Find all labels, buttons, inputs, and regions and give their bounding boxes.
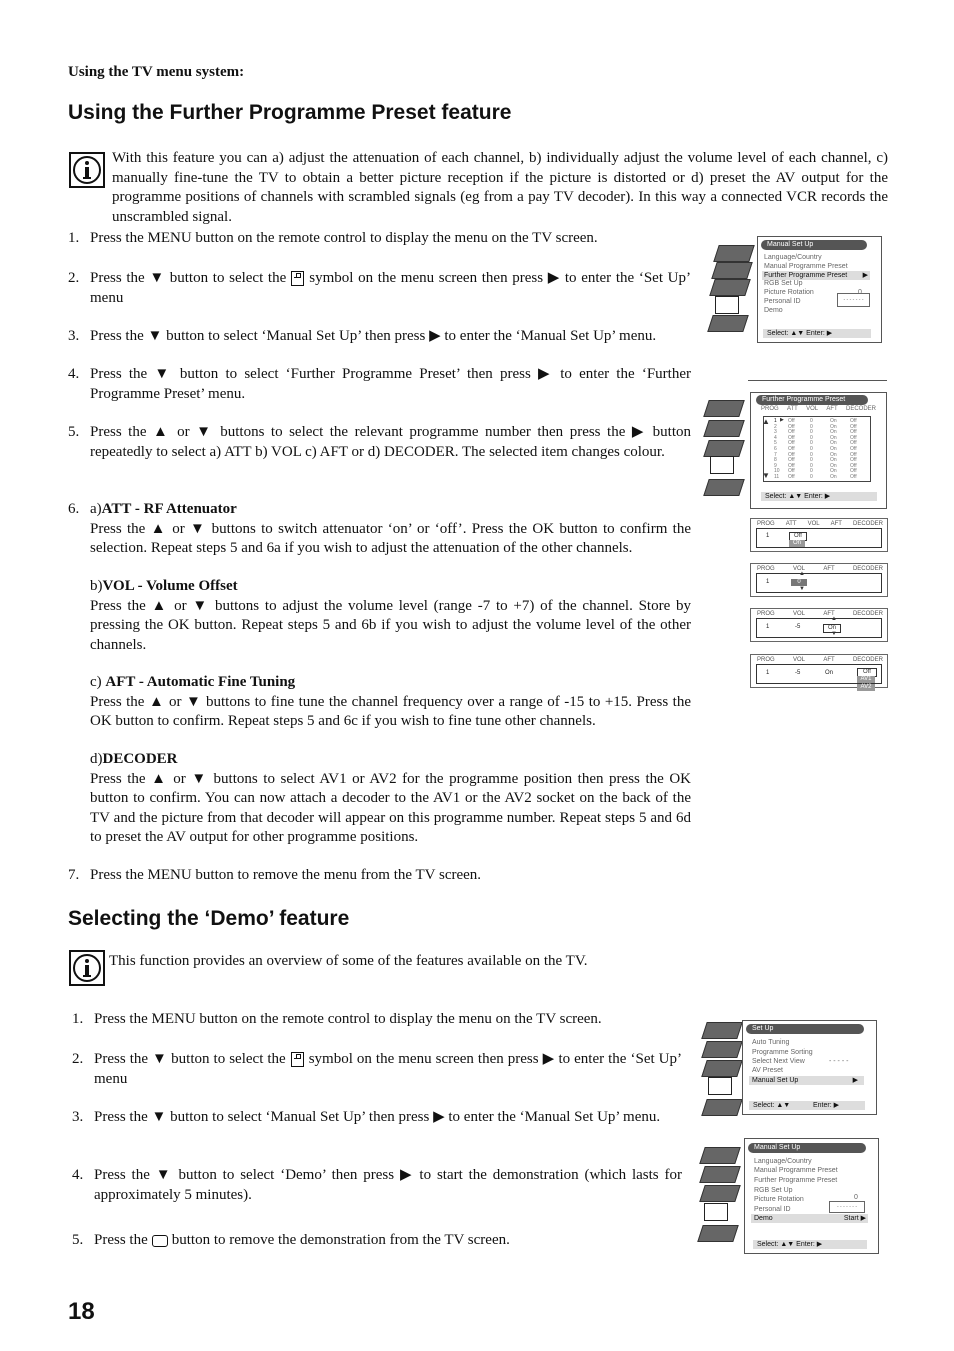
table-cell: 2 <box>774 423 777 430</box>
programme-table <box>763 416 871 482</box>
table-cell: On <box>830 423 837 430</box>
table-cell: 0 <box>810 474 813 480</box>
section-title-further-preset: Using the Further Programme Preset feature <box>68 101 512 124</box>
table-cell: Off <box>850 468 857 475</box>
mini-screen-att: PROG ATT VOL AFT DECODER 1 Off On <box>750 518 888 552</box>
table-cell: Off <box>788 434 795 441</box>
menu-item[interactable]: Language/Country <box>764 254 822 261</box>
table-cell: Off <box>788 423 795 430</box>
info-menu-icon <box>707 315 749 332</box>
decoder-option[interactable]: AV2 <box>857 684 875 691</box>
setup-menu-icon <box>710 456 734 474</box>
att-option-selected[interactable]: Off <box>789 532 807 541</box>
table-cell: Off <box>850 457 857 464</box>
setup-menu-icon <box>715 296 739 314</box>
table-cell: 0 <box>810 462 813 469</box>
setup-menu-icon <box>708 1077 732 1095</box>
table-cell: Off <box>850 418 857 424</box>
menu-title: Manual Set Up <box>761 240 867 250</box>
sound-menu-icon <box>703 420 745 437</box>
table-cell: 0 <box>810 468 813 475</box>
sound-menu-icon <box>701 1041 743 1058</box>
table-cell: 9 <box>774 462 777 469</box>
table-cell: On <box>830 418 837 424</box>
table-cell: Off <box>788 418 795 424</box>
menu-item[interactable]: RGB Set Up <box>754 1187 793 1194</box>
table-cell: 4 <box>774 434 777 441</box>
down-arrow-icon[interactable]: ▼ <box>799 586 805 592</box>
section1-intro: With this feature you can a) adjust the attenuation of each channel, b) individually adjust the volume level of each channel, c) manually fine-tune the TV to obtain a better picture reception if the picture is distorted or d) preset the AV output for the programme positions of channels with scrambled signals (eg from a pay TV decoder). In this way a connected VCR records the unscrambled signal. <box>112 150 888 225</box>
menu-item-selected[interactable]: Further Programme Preset ▶ <box>764 272 868 279</box>
row-pointer-icon: ▶ <box>780 417 784 423</box>
features-menu-icon <box>709 279 751 296</box>
section-title-demo: Selecting the ‘Demo’ feature <box>68 907 350 930</box>
table-cell: Off <box>850 446 857 452</box>
up-arrow-icon[interactable]: ▲ <box>799 571 805 577</box>
table-cell: Off <box>788 429 795 436</box>
table-cell: On <box>830 434 837 441</box>
table-cell: On <box>830 446 837 452</box>
table-cell: 0 <box>810 457 813 464</box>
rotation-value: 0 <box>858 289 862 296</box>
decoder-option-selected[interactable]: Off <box>857 668 877 677</box>
sub-vol: b)VOL - Volume Offset Press the ▲ or ▼ buttons to adjust the volume level (range -7 to +7) of the channel. Store by pressing the OK button. Repeat steps 5 and 6b if you wish to adjust the volume level of the other channels. <box>90 578 691 653</box>
setup-symbol-icon <box>291 1052 304 1067</box>
menu-item[interactable]: Programme Sorting <box>752 1049 813 1056</box>
scroll-down-arrow[interactable]: ▼ <box>762 471 770 480</box>
table-cell: 7 <box>774 451 777 458</box>
menu-footer: Select: ▲▼ Enter: ▶ <box>753 1240 867 1249</box>
table-cell: 0 <box>810 429 813 436</box>
aft-value[interactable]: On <box>823 624 841 633</box>
menu-item-selected[interactable]: Manual Set Up ▶ <box>749 1076 864 1085</box>
table-cell: Off <box>788 446 795 452</box>
table-cell: 6 <box>774 446 777 452</box>
menu-item[interactable]: Manual Programme Preset <box>754 1167 838 1174</box>
picture-menu-icon <box>701 1022 743 1039</box>
picture-menu-icon <box>703 400 745 417</box>
info-menu-icon <box>703 479 745 496</box>
table-cell: 0 <box>810 446 813 452</box>
table-cell: Off <box>850 474 857 480</box>
personal-id-value: - - - - - - - <box>837 293 870 307</box>
menu-item[interactable]: RGB Set Up <box>764 280 803 287</box>
setup-menu-icon <box>704 1203 728 1221</box>
menu-footer: Select: ▲▼ Enter: ▶ <box>749 1101 865 1110</box>
info-menu-icon <box>697 1225 739 1242</box>
table-cell: Off <box>788 451 795 458</box>
menu-item-selected[interactable]: Demo Start ▶ <box>751 1214 868 1223</box>
sub-att: a)ATT - RF Attenuator Press the ▲ or ▼ buttons to switch attenuator ‘on’ or ‘off’. Press the OK button to confirm the selection. Repeat steps 5 and 6a if you wish to adjust the attenuation of the other channels. <box>90 501 691 556</box>
table-cell: On <box>830 457 837 464</box>
table-cell: 5 <box>774 440 777 447</box>
features-menu-icon <box>703 440 745 457</box>
menu-title: Manual Set Up <box>748 1143 866 1153</box>
manual-setup-panel <box>757 236 882 343</box>
table-cell: Off <box>788 474 795 480</box>
column-headers: PROG ATT VOL AFT DECODER <box>761 406 876 412</box>
table-cell: 3 <box>774 429 777 436</box>
table-cell: 10 <box>774 468 780 475</box>
table-cell: Off <box>788 462 795 469</box>
info-menu-icon <box>701 1099 743 1116</box>
table-cell: 0 <box>810 434 813 441</box>
next-view-value: - - - - - <box>829 1058 849 1065</box>
divider <box>748 380 887 381</box>
menu-footer: Select: ▲▼ Enter: ▶ <box>763 329 871 338</box>
menu-item[interactable]: Select Next View <box>752 1058 805 1065</box>
tv-button-icon <box>152 1235 168 1247</box>
info-icon <box>69 950 105 986</box>
menu-item[interactable]: Further Programme Preset <box>754 1177 838 1184</box>
table-cell: 0 <box>810 423 813 430</box>
table-cell: Off <box>788 440 795 447</box>
menu-item[interactable]: Personal ID <box>764 298 801 305</box>
table-cell: 11 <box>774 474 780 480</box>
menu-item[interactable]: Demo <box>764 307 783 314</box>
table-cell: On <box>830 451 837 458</box>
mini-screen-decoder: PROG VOL AFT DECODER 1 -5 On Off AV1 AV2 <box>750 654 888 688</box>
table-cell: On <box>830 468 837 475</box>
setup-panel <box>742 1020 877 1115</box>
personal-id-value: - - - - - - - <box>829 1201 865 1213</box>
table-cell: 1 <box>774 418 777 424</box>
table-cell: 0 <box>810 440 813 447</box>
menu-item[interactable]: Language/Country <box>754 1158 812 1165</box>
table-cell: On <box>830 462 837 469</box>
menu-item[interactable]: AV Preset <box>752 1067 783 1074</box>
table-cell: Off <box>850 434 857 441</box>
up-arrow-icon[interactable]: ▲ <box>831 616 837 622</box>
menu-item[interactable]: Picture Rotation <box>764 289 814 296</box>
table-cell: 8 <box>774 457 777 464</box>
vol-value[interactable]: 0 <box>791 579 807 586</box>
menu-item[interactable]: Auto Tuning <box>752 1039 790 1046</box>
table-cell: On <box>830 429 837 436</box>
mini-screen-aft: PROG VOL AFT DECODER 1 -5 ▲ On ▼ <box>750 608 888 642</box>
rotation-value: 0 <box>854 1194 858 1201</box>
manual-setup-demo-panel <box>744 1138 879 1254</box>
section2-intro: This function provides an overview of some of the features available on the TV. <box>109 953 588 969</box>
menu-item[interactable]: Picture Rotation <box>754 1196 804 1203</box>
table-cell: 0 <box>810 451 813 458</box>
section-label: Using the TV menu system: <box>68 64 245 80</box>
features-menu-icon <box>701 1060 743 1077</box>
picture-menu-icon <box>699 1147 741 1164</box>
table-cell: Off <box>850 440 857 447</box>
menu-title: Further Programme Preset <box>756 395 868 405</box>
menu-footer: Select: ▲▼ Enter: ▶ <box>761 492 877 501</box>
mini-screen-vol: PROG VOL AFT DECODER 1 ▲ 0 ▼ <box>750 563 888 597</box>
sound-menu-icon <box>711 262 753 279</box>
table-cell: Off <box>788 457 795 464</box>
table-cell: On <box>830 440 837 447</box>
down-arrow-icon[interactable]: ▼ <box>831 631 837 637</box>
menu-item[interactable]: Personal ID <box>754 1206 791 1213</box>
info-icon <box>69 152 105 188</box>
scroll-up-arrow[interactable]: ▲ <box>762 417 770 426</box>
decoder-option[interactable]: AV1 <box>857 676 875 683</box>
page-number: 18 <box>68 1298 95 1325</box>
table-cell: 0 <box>810 418 813 424</box>
further-preset-panel <box>750 392 887 509</box>
sub-decoder: d)DECODER Press the ▲ or ▼ buttons to select AV1 or AV2 for the programme position then press the OK button to confirm. You can now attach a decoder to the AV1 or the AV2 socket on the back of the TV and the picture from that decoder will appear on this programme number. Repeat steps 5 and 6d to preset the AV output for other programme positions. <box>90 751 691 845</box>
menu-item[interactable]: Manual Programme Preset <box>764 263 848 270</box>
picture-menu-icon <box>713 245 755 262</box>
features-menu-icon <box>699 1185 741 1202</box>
table-cell: Off <box>788 468 795 475</box>
table-cell: Off <box>850 423 857 430</box>
table-cell: Off <box>850 429 857 436</box>
table-cell: Off <box>850 462 857 469</box>
sound-menu-icon <box>699 1166 741 1183</box>
table-cell: Off <box>850 451 857 458</box>
menu-title: Set Up <box>746 1024 864 1034</box>
att-option[interactable]: On <box>789 540 805 547</box>
sub-aft: c) AFT - Automatic Fine Tuning Press the ▲ or ▼ buttons to fine tune the channel frequency over a range of -15 to +15. Press the OK button to confirm. Repeat steps 5 and 6c if you wish to fine tune other channels. <box>90 674 691 729</box>
table-cell: On <box>830 474 837 480</box>
setup-symbol-icon <box>291 271 304 286</box>
